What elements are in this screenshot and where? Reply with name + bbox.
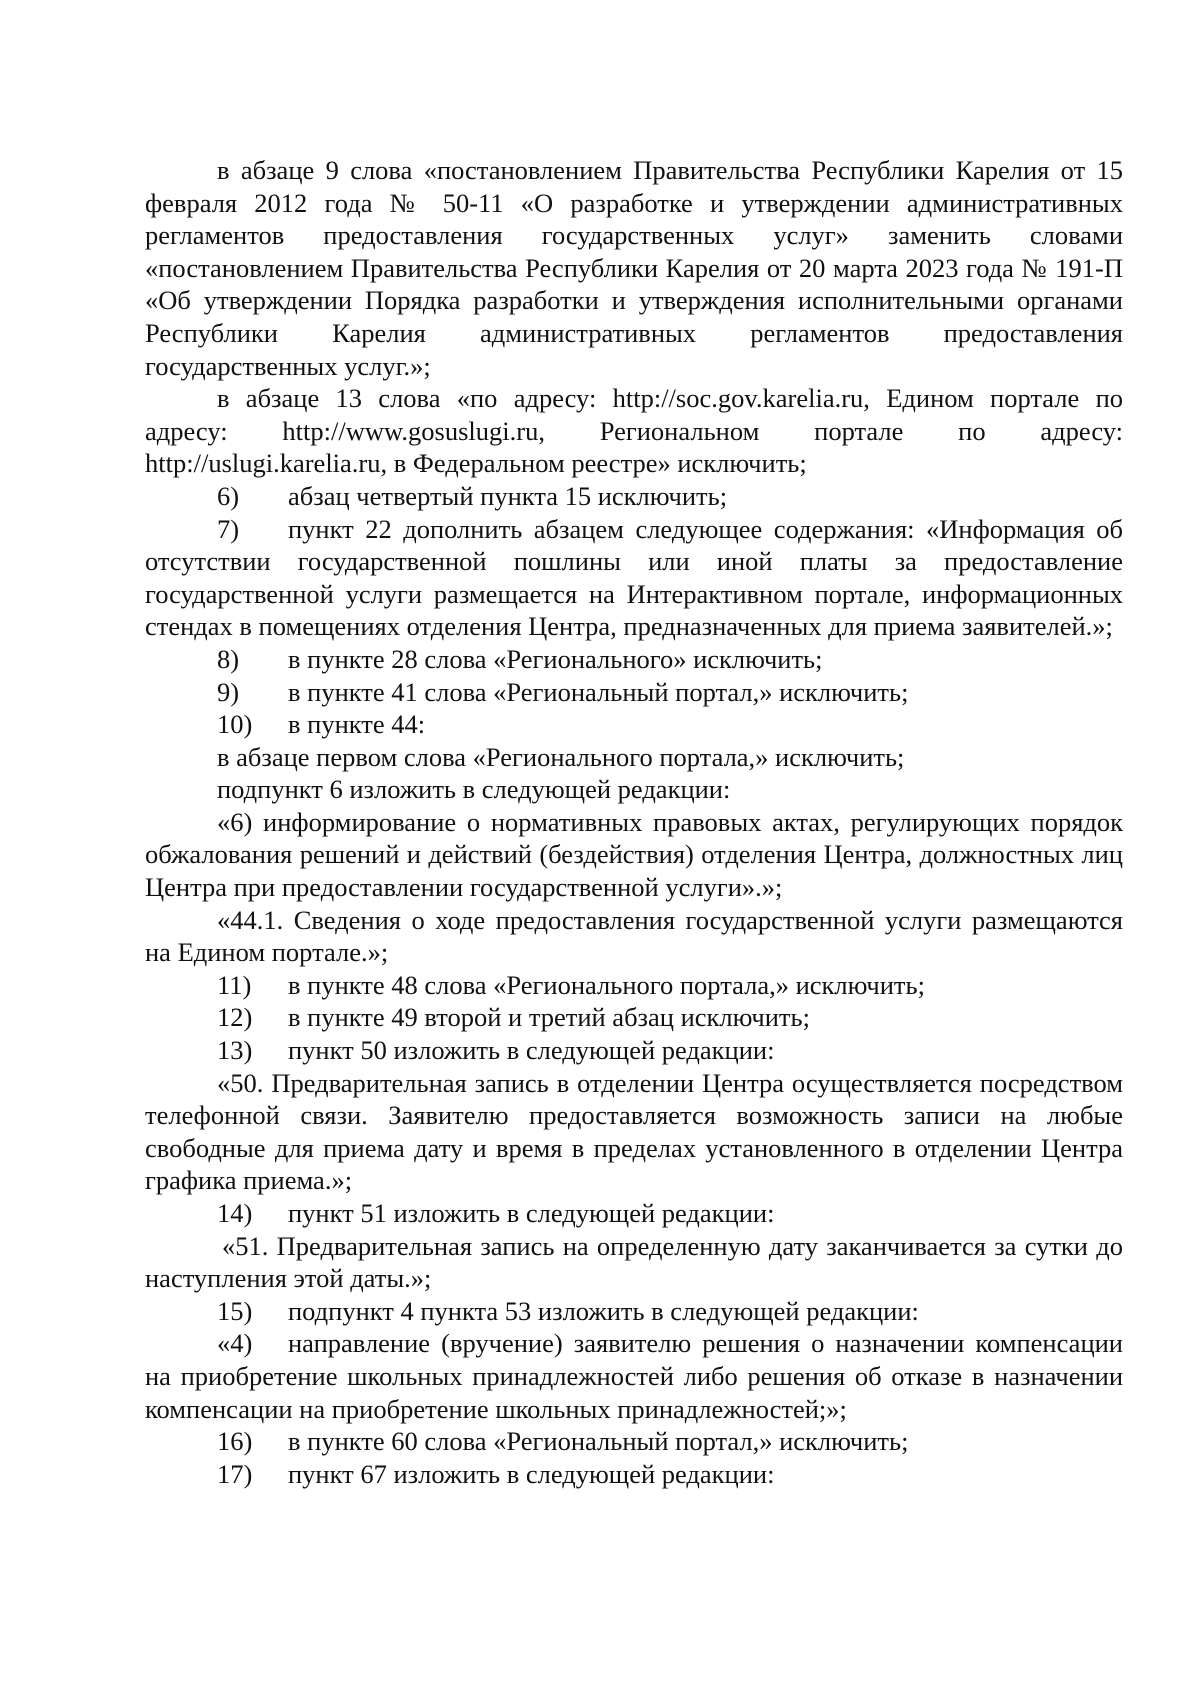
list-item-number: 7) bbox=[217, 513, 240, 544]
list-item-11 bbox=[145, 969, 1123, 1002]
list-item-number: 17) bbox=[217, 1458, 253, 1489]
list-item-text: направление (вручение) заявителю решения о назначении компенсации на приобретение школьных принадлежностей либо решения об отказе в назначении компенсации на приобретение школьных принадлежностей;»; bbox=[145, 1328, 1123, 1424]
list-item-text: в пункте 49 второй и третий абзац исключить; bbox=[288, 1002, 810, 1033]
list-item-16 bbox=[145, 1425, 1123, 1458]
list-item-number: 14) bbox=[217, 1198, 253, 1228]
list-item-text: в пункте 48 слова «Регионального портала,» исключить; bbox=[288, 969, 925, 1000]
list-item-7 bbox=[145, 513, 1123, 643]
paragraph-podpunkt-6: подпункт 6 изложить в следующей редакции: bbox=[217, 774, 731, 805]
paragraph-abzac-9: в абзаце 9 слова «постановлением Правительства Республики Карелия от 15 февраля 2012 года № 50-11 «О разработке и утверждении административных регламентов предоставления государственных услуг» заменить словами «постановлением Правительства Республики Карелия от 20 марта 2023 года № 191-П «Об утверждении Порядка разработки и утверждения исполнительными органами Республики Карелия административных регламентов предоставления государственных услуг.»; bbox=[145, 155, 1123, 381]
list-item-13 bbox=[145, 1034, 1123, 1067]
list-item-14 bbox=[145, 1197, 1123, 1230]
list-item-quote-4 bbox=[145, 1327, 1123, 1425]
list-item-number: 9) bbox=[217, 676, 240, 707]
list-item-text: пункт 22 дополнить абзацем следующее содержания: «Информация об отсутствии государственной пошлины или иной платы за предоставление государственной услуги размещается на Интерактивном портале, информационных стендах в помещениях отделения Центра, предназначенных для приема заявителей.»; bbox=[145, 513, 1123, 642]
list-item-text: абзац четвертый пункта 15 исключить; bbox=[288, 480, 728, 511]
list-item-number: «4) bbox=[217, 1328, 253, 1359]
list-item-text: в пункте 60 слова «Региональный портал,» исключить; bbox=[288, 1426, 909, 1457]
list-item-text: пункт 67 изложить в следующей редакции: bbox=[288, 1458, 775, 1489]
list-item-number: 16) bbox=[217, 1426, 253, 1457]
list-item-15 bbox=[145, 1295, 1123, 1328]
paragraph-quote-51: «51. Предварительная запись на определенную дату заканчивается за сутки до наступления этой даты.»; bbox=[145, 1230, 1123, 1294]
document-page bbox=[145, 154, 1123, 1490]
paragraph-abzac-13: в абзаце 13 слова «по адресу: http://soc.gov.karelia.ru, Едином портале по адресу: http://www.gosuslugi.ru, Региональном портале по адресу: http://uslugi.karelia.ru, в Федеральном реестре» исключить; bbox=[145, 383, 1123, 479]
list-item-text: в пункте 44: bbox=[288, 709, 426, 740]
paragraph-abzac-pervyi: в абзаце первом слова «Регионального портала,» исключить; bbox=[217, 741, 905, 772]
paragraph-quote-6: «6) информирование о нормативных правовых актах, регулирующих порядок обжалования решений и действий (бездействия) отделения Центра, должностных лиц Центра при предоставлении государственной услуги».»; bbox=[145, 806, 1123, 903]
list-item-text: в пункте 28 слова «Регионального» исключить; bbox=[288, 643, 823, 674]
list-item-number: 10) bbox=[217, 709, 253, 740]
list-item-number: 8) bbox=[217, 643, 240, 674]
list-item-number: 12) bbox=[217, 1002, 253, 1033]
paragraph-quote-44-1: «44.1. Сведения о ходе предоставления государственной услуги размещаются на Едином портале.»; bbox=[145, 904, 1123, 968]
list-item-text: пункт 51 изложить в следующей редакции: bbox=[288, 1198, 775, 1228]
list-item-number: 6) bbox=[217, 480, 240, 511]
paragraph-quote-50: «50. Предварительная запись в отделении Центра осуществляется посредством телефонной связи. Заявителю предоставляется возможность записи на любые свободные для приема дату и время в пределах установленного в отделении Центра графика приема.»; bbox=[145, 1067, 1123, 1196]
list-item-17 bbox=[145, 1458, 1123, 1491]
list-item-12 bbox=[145, 1001, 1123, 1034]
list-item-8 bbox=[145, 643, 1123, 676]
list-item-9 bbox=[145, 676, 1123, 709]
list-item-6 bbox=[145, 480, 1123, 513]
list-item-number: 13) bbox=[217, 1035, 253, 1066]
list-item-text: подпункт 4 пункта 53 изложить в следующей редакции: bbox=[288, 1295, 919, 1326]
list-item-10 bbox=[145, 708, 1123, 741]
list-item-text: в пункте 41 слова «Региональный портал,» исключить; bbox=[288, 676, 909, 707]
list-item-number: 15) bbox=[217, 1295, 253, 1326]
list-item-number: 11) bbox=[217, 969, 252, 1000]
list-item-text: пункт 50 изложить в следующей редакции: bbox=[288, 1035, 775, 1066]
